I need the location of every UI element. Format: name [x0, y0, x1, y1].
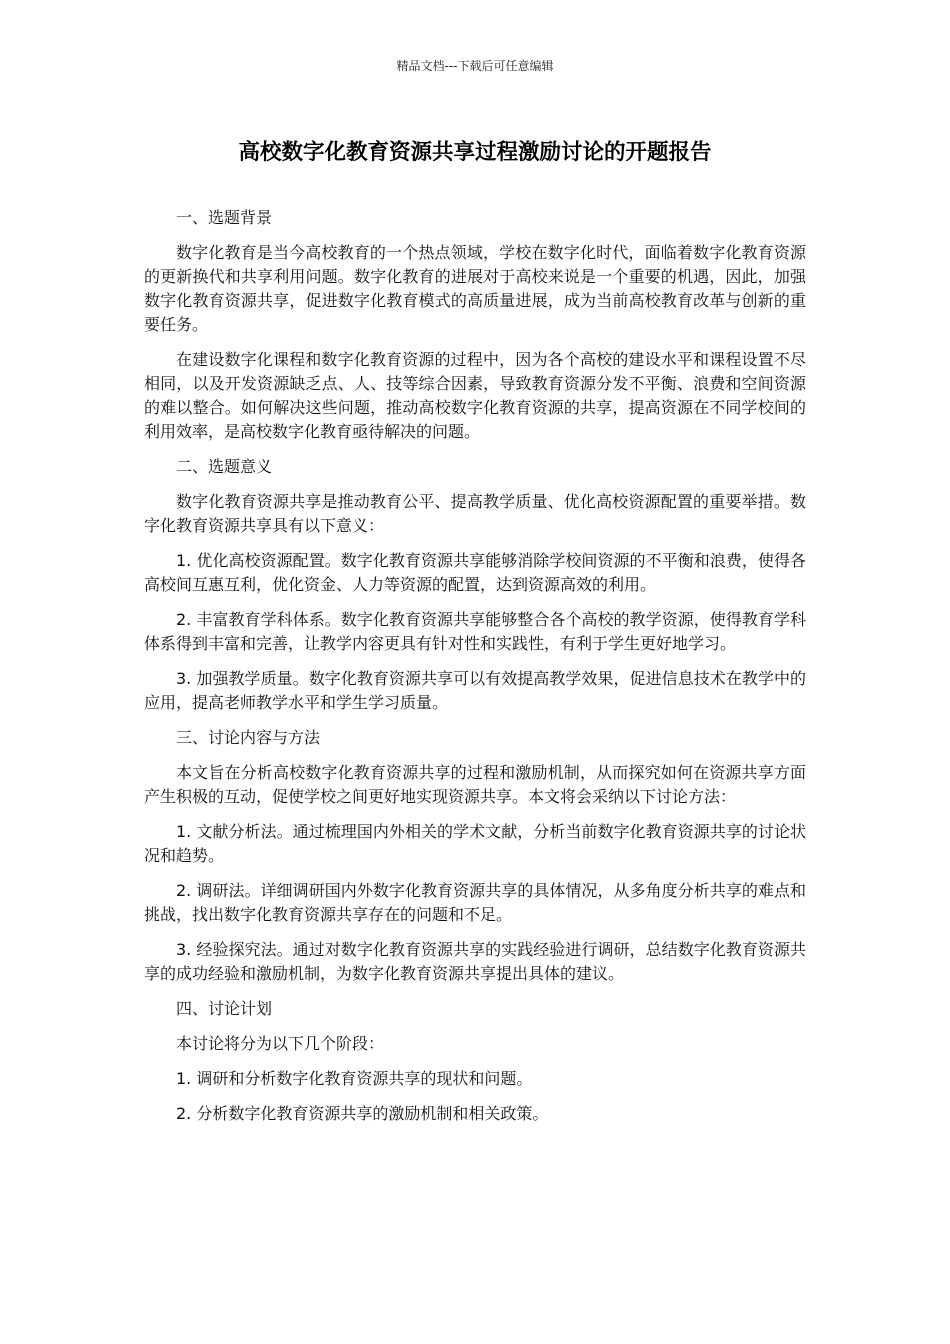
list-item: 1. 调研和分析数字化教育资源共享的现状和问题。: [176, 1069, 533, 1088]
document-title: 高校数字化教育资源共享过程激励讨论的开题报告: [238, 140, 712, 165]
section-heading-significance: 二、选题意义: [176, 457, 273, 476]
list-item: 2. 丰富教育学科体系。数字化教育资源共享能够整合各个高校的教学资源，使得教育学科体系得到丰富和完善，让教学内容更具有针对性和实践性，有利于学生更好地学习。: [144, 610, 806, 653]
paragraph: 本文旨在分析高校数字化教育资源共享的过程和激励机制，从而探究如何在资源共享方面产生积极的互动，促使学校之间更好地实现资源共享。本文将会采纳以下讨论方法：: [144, 763, 806, 806]
section-heading-plan: 四、讨论计划: [176, 999, 273, 1018]
paragraph: 数字化教育资源共享是推动教育公平、提高教学质量、优化高校资源配置的重要举措。数字化教育资源共享具有以下意义：: [144, 492, 806, 535]
paragraph: 本讨论将分为以下几个阶段：: [176, 1034, 385, 1053]
section-heading-background: 一、选题背景: [176, 208, 273, 227]
list-item: 3. 经验探究法。通过对数字化教育资源共享的实践经验进行调研，总结数字化教育资源共享的成功经验和激励机制，为数字化教育资源共享提出具体的建议。: [144, 940, 806, 983]
section-heading-methods: 三、讨论内容与方法: [176, 728, 321, 747]
list-item: 2. 调研法。详细调研国内外数字化教育资源共享的具体情况，从多角度分析共享的难点和挑战，找出数字化教育资源共享存在的问题和不足。: [144, 881, 806, 924]
list-item: 3. 加强教学质量。数字化教育资源共享可以有效提高教学效果，促进信息技术在教学中的应用，提高老师教学水平和学生学习质量。: [144, 669, 806, 712]
list-item: 1. 文献分析法。通过梳理国内外相关的学术文献，分析当前数字化教育资源共享的讨论状况和趋势。: [144, 822, 806, 865]
paragraph: 数字化教育是当今高校教育的一个热点领域，学校在数字化时代，面临着数字化教育资源的更新换代和共享利用问题。数字化教育的进展对于高校来说是一个重要的机遇，因此，加强数字化教育资源共享，促进数字化教育模式的高质量进展，成为当前高校教育改革与创新的重要任务。: [144, 243, 806, 334]
list-item: 2. 分析数字化教育资源共享的激励机制和相关政策。: [176, 1104, 549, 1123]
page-header: 精品文档---下载后可任意编辑: [396, 59, 554, 73]
document-body: [144, 206, 806, 1137]
list-item: 1. 优化高校资源配置。数字化教育资源共享能够消除学校间资源的不平衡和浪费，使得各高校间互惠互利，优化资金、人力等资源的配置，达到资源高效的利用。: [144, 551, 806, 594]
paragraph: 在建设数字化课程和数字化教育资源的过程中，因为各个高校的建设水平和课程设置不尽相同，以及开发资源缺乏点、人、技等综合因素，导致教育资源分发不平衡、浪费和空间资源的难以整合。如何解决这些问题，推动高校数字化教育资源的共享，提高资源在不同学校间的利用效率，是高校数字化教育亟待解决的问题。: [144, 350, 806, 441]
